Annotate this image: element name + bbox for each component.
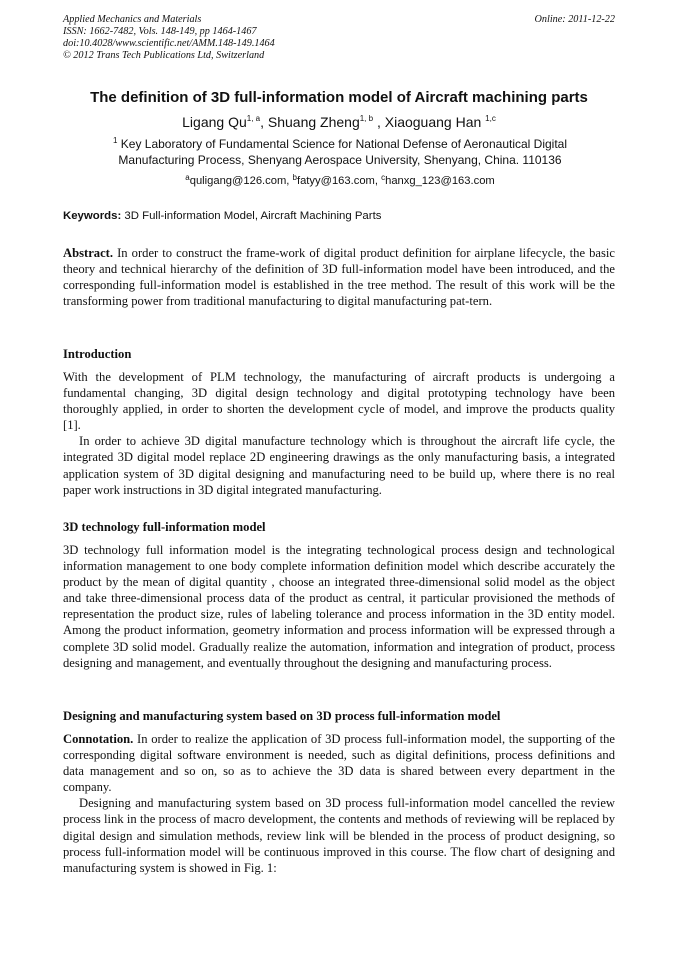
abstract-text: In order to construct the frame-work of digital product definition for airplane lifecycle, the basic theory and technical hierarchy of the definition of 3D full-information model have been introduced, and the corresponding full-information model is established in the tree method. The result of this work will be the transforming power from traditional manufacturing to digital manufacturing pat-tern. xyxy=(63,246,615,309)
email-address: hanxg_123@163.com xyxy=(385,175,495,187)
email-mark: a xyxy=(185,173,190,182)
journal-issn: ISSN: 1662-7482, Vols. 148-149, pp 1464-1467 xyxy=(63,26,257,37)
affiliation-mark: 1 xyxy=(112,136,118,145)
paragraph: 3D technology full information model is the integrating technological process design and technological information management to one body complete information definition model which describe accurately the product by the mean of digital quantity , choose an integrated three-dimensional solid model as the object and take three-dimensional process data of the product as central, it particular provisioned the methods of representation the product size, rules of labeling tolerance and process information in the 3D entity model. Among the product information, geometry information and process information will be expressed through a complete 3D solid model. Gradually realize the automation, information and integration of product, process designing and management, and eventually throughout the designing and manufacturing process. xyxy=(63,543,615,670)
author-name: Shuang Zheng xyxy=(267,114,360,130)
email-mark: b xyxy=(292,173,297,182)
section-heading-designing-system: Designing and manufacturing system based on 3D process full-information model xyxy=(63,709,501,723)
section-3d-technology xyxy=(63,542,615,671)
paragraph: In order to achieve 3D digital manufacture technology which is throughout the aircraft life cycle, the integrated 3D digital model replace 2D engineering drawings as the only manufacturing basis, a integrated application system of 3D digital designing and manufacturing need to be build up, where there is no real paper work instructions in 3D digital integrated manufacturing. xyxy=(63,434,615,497)
journal-name: Applied Mechanics and Materials xyxy=(63,14,202,25)
section-heading-introduction: Introduction xyxy=(63,347,132,361)
section-heading-3d-technology: 3D technology full-information model xyxy=(63,520,266,534)
keywords xyxy=(63,208,615,224)
affiliation-line: Key Laboratory of Fundamental Science for National Defense of Aeronautical Digital xyxy=(120,137,568,151)
paragraph: In order to realize the application of 3D process full-information model, the supporting of the corresponding digital software environment is needed, such as digital definitions, process definitions and data management and so on, so as to achieve the 3D data is shared between every department in the company. xyxy=(63,732,615,795)
paragraph: With the development of PLM technology, the manufacturing of aircraft products is undergoing a fundamental changing, 3D digital design technology and digital prototyping technology have been thoroughly applied, in order to shorten the development cycle of model, and improve the products quality [1]. xyxy=(63,370,615,433)
section-designing-system xyxy=(63,731,615,876)
section-introduction xyxy=(63,369,615,498)
journal-copyright: © 2012 Trans Tech Publications Ltd, Switzerland xyxy=(63,50,265,61)
email-address: fatyy@163.com, xyxy=(296,175,378,187)
abstract-label: Abstract. xyxy=(63,246,114,260)
email-mark: c xyxy=(381,173,386,182)
author-list: Ligang Qu$^{1, a}$, Shuang Zheng$^{1, b}$ , Xiaoguang Han $^{1,c}$ xyxy=(182,114,496,130)
online-date: Online: 2011-12-22 xyxy=(534,14,615,25)
affiliation xyxy=(90,136,590,168)
paper-title: The definition of 3D full-information model of Aircraft machining parts xyxy=(90,89,588,106)
connotation-label: Connotation. xyxy=(63,732,134,746)
journal-header xyxy=(63,14,615,62)
author-name: Xiaoguang Han xyxy=(384,114,482,130)
email-address: quligang@126.com, xyxy=(189,175,290,187)
keywords-label: Keywords: xyxy=(63,210,122,222)
author-emails xyxy=(90,173,590,189)
paragraph: Designing and manufacturing system based on 3D process full-information model cancelled the review process link in the process of macro development, the contents and methods of reviewing will be replaced by digital design and simulation methods, review link will be blended in the process of product designing, so process full-information model will be continuous improved in this course. The flow chart of designing and manufacturing system is showed in Fig. 1: xyxy=(63,796,615,875)
author-affil-mark: 1, b xyxy=(359,114,374,123)
author-name: Ligang Qu xyxy=(182,114,247,130)
keywords-text: 3D Full-information Model, Aircraft Machining Parts xyxy=(124,210,382,222)
journal-doi: doi:10.4028/www.scientific.net/AMM.148-149.1464 xyxy=(63,38,275,49)
author-affil-mark: 1, a xyxy=(246,114,261,123)
author-affil-mark: 1,c xyxy=(485,114,496,123)
abstract xyxy=(63,245,615,309)
affiliation-line: Manufacturing Process, Shenyang Aerospace University, Shenyang, China. 110136 xyxy=(118,153,562,167)
